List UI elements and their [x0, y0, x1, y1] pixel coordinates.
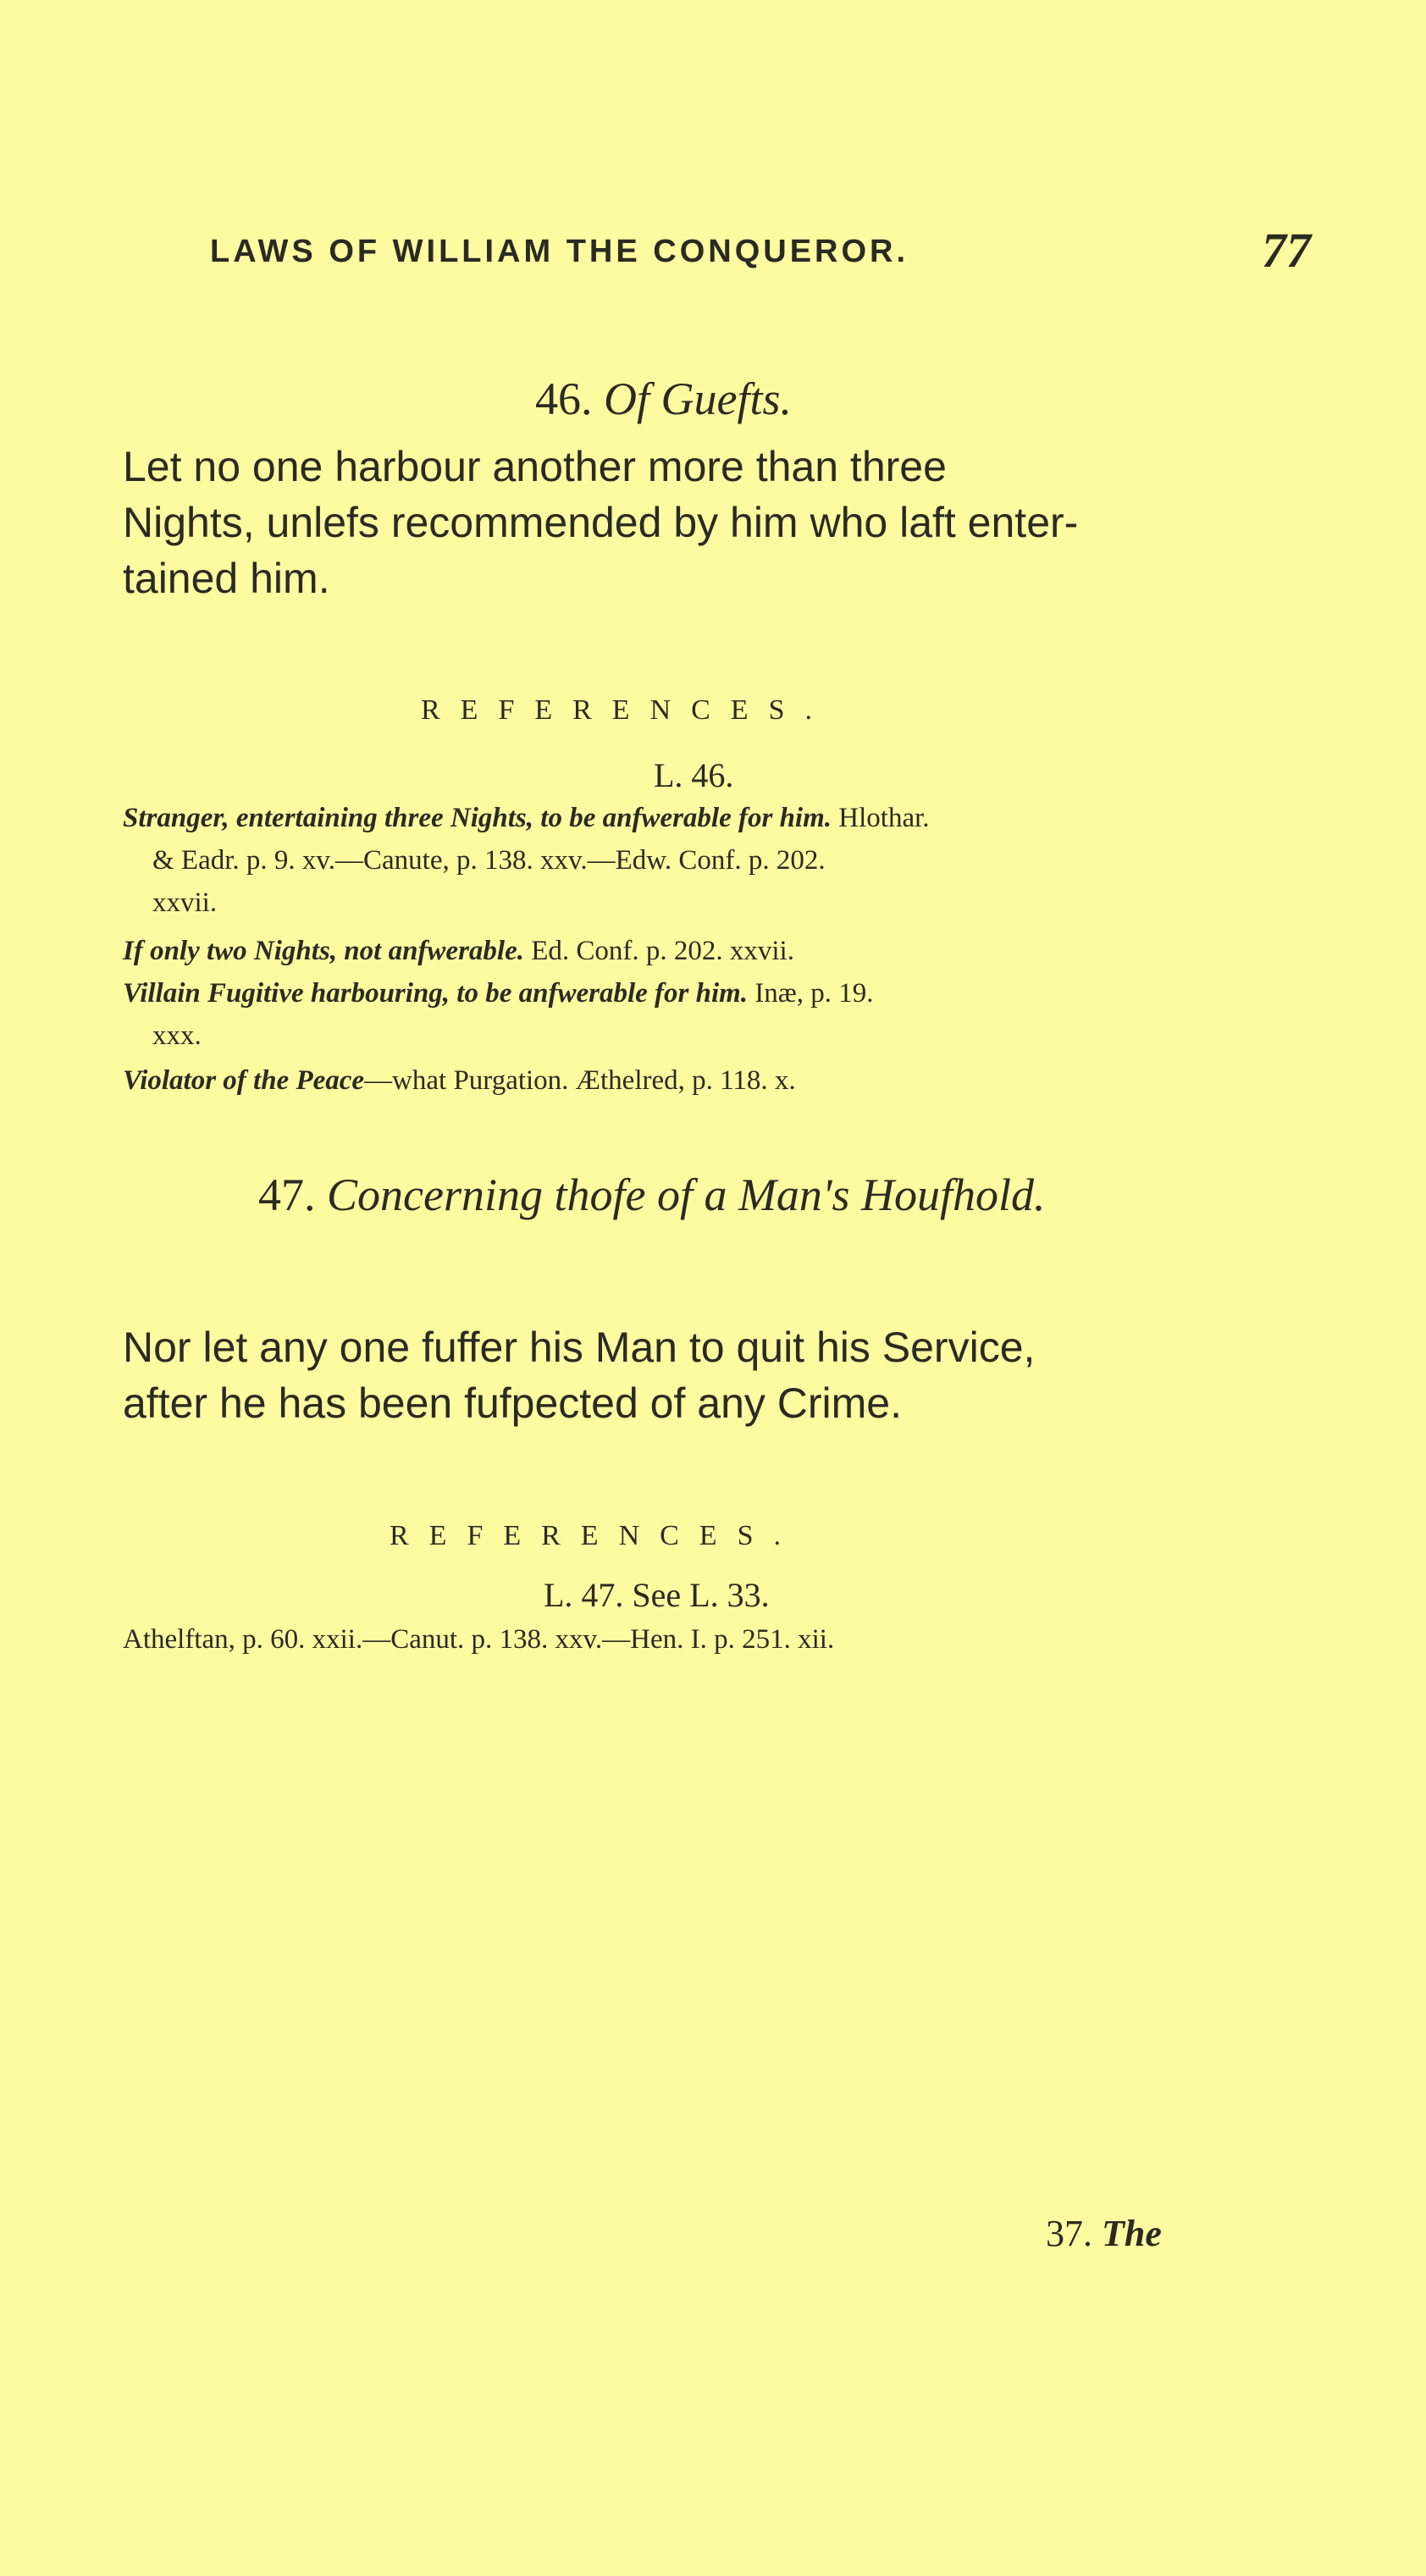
- section-47-text: [123, 1319, 1035, 1431]
- reference-line: If only two Nights, not anfwerable. Ed. Conf. p. 202. xxvii.: [123, 936, 794, 966]
- section-47-text-line: Nor let any one fuffer his Man to quit his Service,: [123, 1324, 1036, 1371]
- running-title: LAWS OF WILLIAM THE CONQUEROR.: [210, 234, 909, 269]
- section-47-number: 47.: [258, 1169, 316, 1220]
- reference-line: & Eadr. p. 9. xv.—Canute, p. 138. xxv.—Edw. Conf. p. 202.: [152, 845, 826, 876]
- reference-line: Athelftan, p. 60. xxii.—Canut. p. 138. xxv.—Hen. I. p. 251. xii.: [123, 1624, 835, 1655]
- section-46-text-line: Nights, unlefs recommended by him who laft enter-: [123, 499, 1079, 546]
- reference-line: xxx.: [152, 1020, 202, 1051]
- reference-line: Violator of the Peace—what Purgation. Æthelred, p. 118. x.: [123, 1065, 796, 1096]
- section-46-references-title: REFERENCES.: [421, 694, 832, 726]
- section-46-text-line: tained him.: [123, 555, 330, 602]
- section-46-text-line: Let no one harbour another more than three: [123, 443, 947, 490]
- section-47-ref-label: L. 47. See L. 33.: [544, 1576, 770, 1614]
- reference-line: Stranger, entertaining three Nights, to be anfwerable for him. Hlothar.: [123, 803, 930, 833]
- section-47-text-line: after he has been fufpected of any Crime.: [123, 1379, 902, 1427]
- section-47-heading: [258, 1169, 1046, 1221]
- section-46-heading: [535, 373, 792, 425]
- page-number: 77: [1262, 223, 1311, 278]
- section-46-number: 46.: [535, 373, 593, 424]
- running-header: [210, 222, 1311, 290]
- section-46-text: [123, 439, 1078, 606]
- section-47-references-title: REFERENCES.: [390, 1520, 801, 1551]
- section-47-title: Concerning thofe of a Man's Houfhold.: [327, 1169, 1046, 1220]
- reference-line: Villain Fugitive harbouring, to be anfwerable for him. Inæ, p. 19.: [123, 978, 874, 1009]
- section-46-title: Of Guefts.: [604, 373, 792, 424]
- section-46-ref-label: L. 46.: [654, 756, 734, 794]
- reference-line: xxvii.: [152, 887, 218, 918]
- catchword: 37. The: [1046, 2213, 1162, 2254]
